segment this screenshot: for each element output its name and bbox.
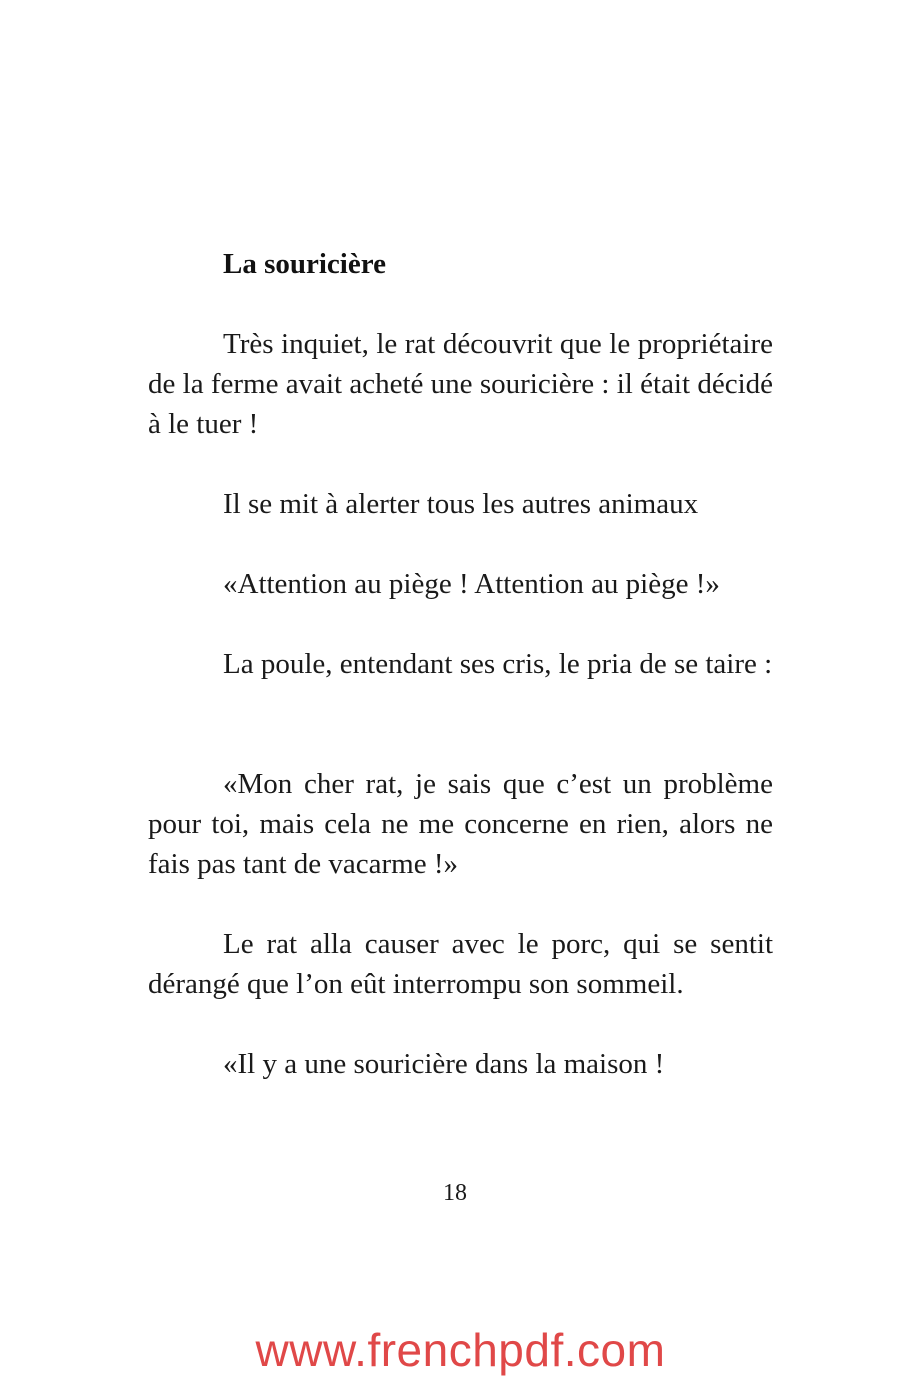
paragraph-1-block	[148, 324, 773, 444]
paragraph: Très inquiet, le rat découvrit que le propriétaire de la ferme avait acheté une souricière : il était décidé à le tuer !	[148, 328, 773, 440]
paragraph-3-block	[148, 564, 773, 604]
paragraph-2-block	[148, 484, 773, 524]
paragraph: «Il y a une souricière dans la maison !	[223, 1048, 665, 1080]
paragraph-4-block	[148, 644, 773, 684]
paragraph: «Attention au piège ! Attention au piège !»	[223, 568, 720, 600]
chapter-title: La souricière	[223, 248, 386, 280]
paragraph: Le rat alla causer avec le porc, qui se sentit dérangé que l’on eût interrompu son sommeil.	[148, 928, 773, 1000]
paragraph-5-block	[148, 764, 773, 884]
watermark-link[interactable]: www.frenchpdf.com	[255, 1324, 666, 1376]
paragraph: La poule, entendant ses cris, le pria de se taire :	[223, 648, 773, 680]
page-number: 18	[443, 1180, 467, 1206]
paragraph-6-block	[148, 924, 773, 1004]
paragraph: «Mon cher rat, je sais que c’est un problème pour toi, mais cela ne me concerne en rien, alors ne fais pas tant de vacarme !»	[148, 768, 773, 880]
paragraph: Il se mit à alerter tous les autres animaux	[223, 488, 699, 520]
paragraph-7-block	[148, 1044, 773, 1084]
